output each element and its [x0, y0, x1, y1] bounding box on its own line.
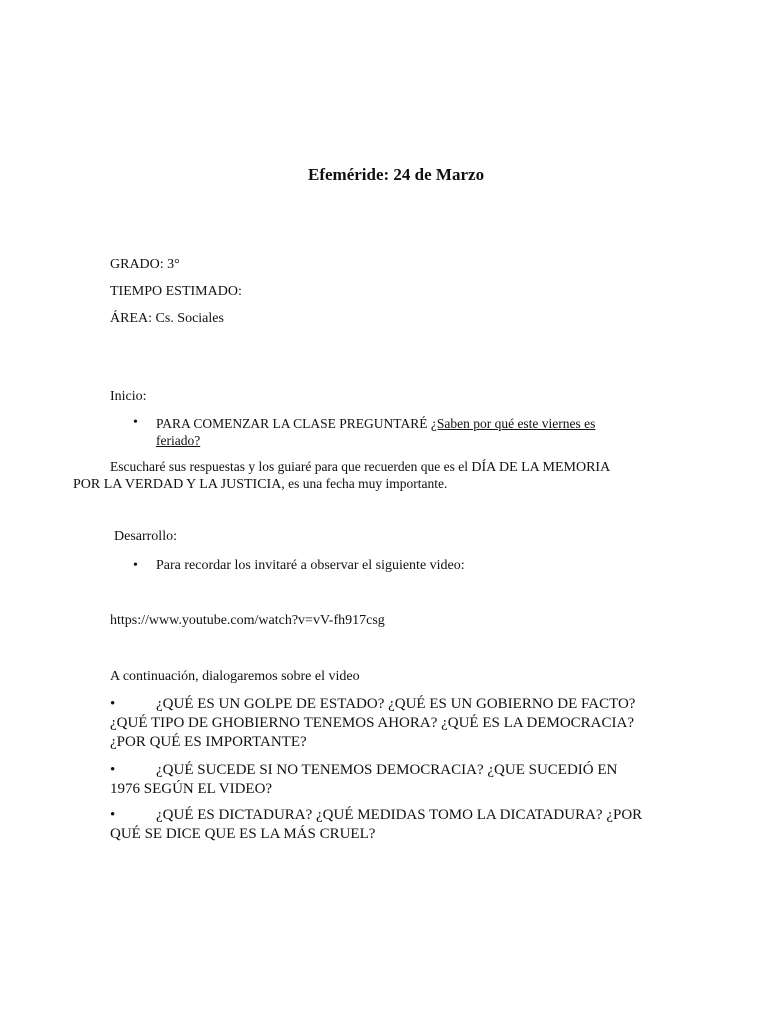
- desarrollo-bullet-text: Para recordar los invitaré a observar el siguiente video:: [156, 558, 465, 573]
- inicio-paragraph-text: Escucharé sus respuestas y los guiaré para que recuerden que es el: [110, 459, 472, 474]
- inicio-bullet-question: ¿Saben por qué este viernes es: [430, 416, 596, 431]
- page-title: Efeméride: 24 de Marzo: [308, 165, 485, 184]
- question-1-bullet-icon: •: [110, 696, 116, 712]
- inicio-bullet-line1: [156, 416, 595, 432]
- inicio-bullet-icon: •: [133, 415, 138, 430]
- question-2-bullet-icon: •: [110, 762, 116, 778]
- question-1-line2: ¿QUÉ TIPO DE GHOBIERNO TENEMOS AHORA? ¿QUÉ ES LA DEMOCRACIA?: [110, 715, 635, 731]
- question-1-line1: ¿QUÉ ES UN GOLPE DE ESTADO? ¿QUÉ ES UN GOBIERNO DE FACTO?: [156, 696, 636, 712]
- question-1-line3: ¿POR QUÉ ES IMPORTANTE?: [110, 734, 307, 750]
- dialogue-intro: A continuación, dialogaremos sobre el video: [110, 669, 360, 684]
- grado-field: GRADO: 3°: [110, 257, 180, 272]
- desarrollo-bullet-icon: •: [133, 558, 138, 573]
- video-link[interactable]: https://www.youtube.com/watch?v=vV-fh917csg: [110, 613, 385, 628]
- inicio-paragraph-line2: [73, 476, 447, 493]
- question-3-line2: QUÉ SE DICE QUE ES LA MÁS CRUEL?: [110, 826, 376, 842]
- inicio-heading: Inicio:: [110, 389, 147, 404]
- question-2-line1: ¿QUÉ SUCEDE SI NO TENEMOS DEMOCRACIA? ¿QUE SUCEDIÓ EN: [156, 762, 618, 778]
- area-field: ÁREA: Cs. Sociales: [110, 311, 224, 326]
- inicio-bullet-line2: feriado?: [156, 433, 201, 448]
- inicio-paragraph-text-2: , es una fecha muy importante.: [281, 476, 448, 491]
- question-3-line1: ¿QUÉ ES DICTADURA? ¿QUÉ MEDIDAS TOMO LA DICATADURA? ¿POR: [156, 807, 643, 823]
- inicio-paragraph-highlight: DÍA DE LA MEMORIA: [471, 460, 611, 475]
- inicio-bullet-prefix: PARA COMENZAR LA CLASE PREGUNTARÉ: [156, 416, 431, 431]
- tiempo-field: TIEMPO ESTIMADO:: [110, 284, 242, 299]
- inicio-paragraph-highlight-2: POR LA VERDAD Y LA JUSTICIA: [73, 477, 282, 492]
- desarrollo-heading: Desarrollo:: [114, 529, 177, 544]
- inicio-paragraph-line1: [110, 459, 610, 476]
- question-3-bullet-icon: •: [110, 807, 116, 823]
- question-2-line2: 1976 SEGÚN EL VIDEO?: [110, 781, 273, 797]
